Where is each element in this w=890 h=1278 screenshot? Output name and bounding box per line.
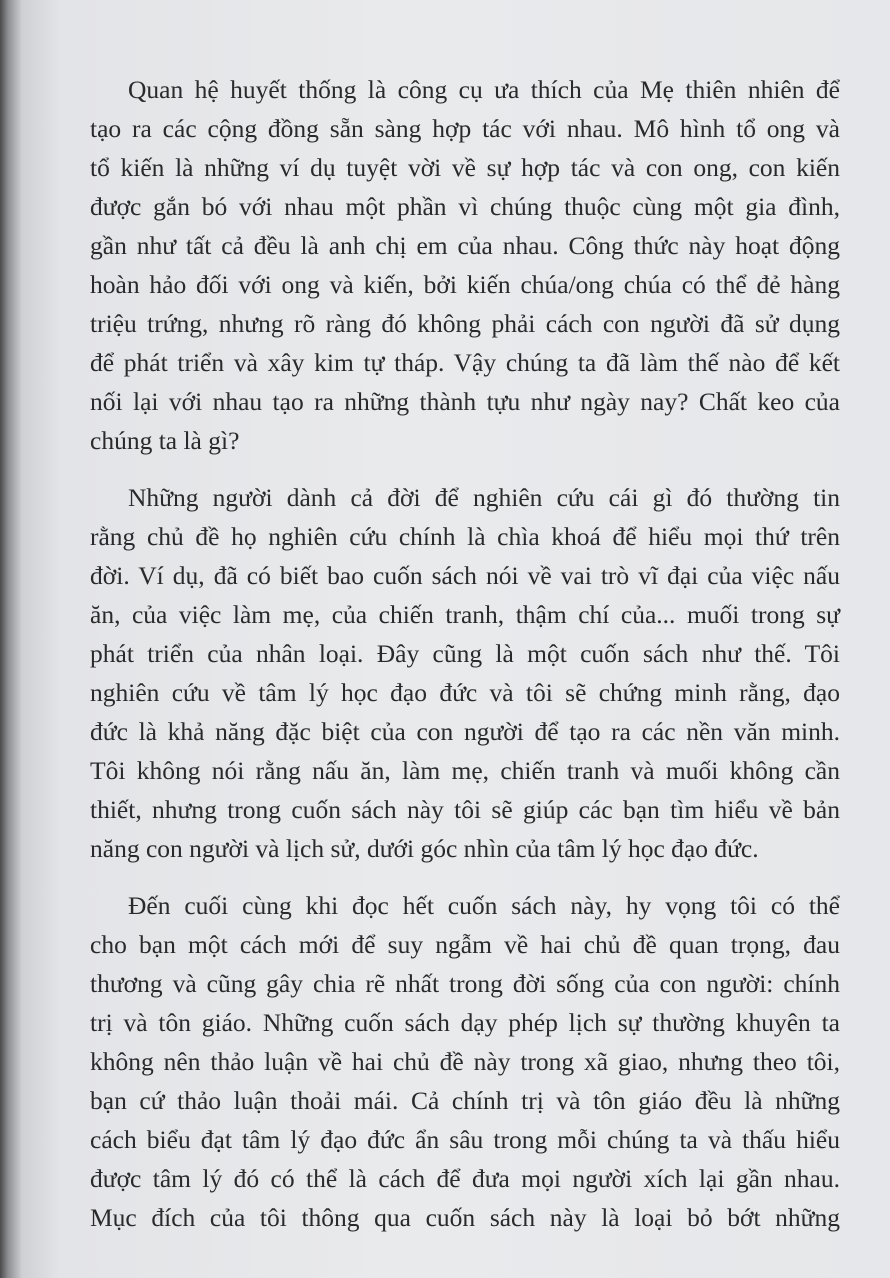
paragraph — [90, 70, 840, 460]
text-line: nghiên cứu về tâm lý học đạo đức và tôi sẽ chứng minh rằng, đạo — [90, 678, 840, 707]
text-line: bạn cứ thảo luận thoải mái. Cả chính trị và tôn giáo đều là những — [90, 1086, 840, 1115]
text-line: Những người dành cả đời để nghiên cứu cái gì đó thường tin — [128, 483, 840, 512]
text-line: trị và tôn giáo. Những cuốn sách dạy phép lịch sự thường khuyên ta — [90, 1008, 840, 1037]
text-line: ăn, của việc làm mẹ, của chiến tranh, thậm chí của... muối trong sự — [90, 600, 840, 629]
text-line: chúng ta là gì? — [90, 426, 240, 455]
text-line: tạo ra các cộng đồng sẵn sàng hợp tác với nhau. Mô hình tổ ong và — [90, 114, 840, 143]
text-line: Mục đích của tôi thông qua cuốn sách này là loại bỏ bớt những — [90, 1203, 840, 1232]
text-line: thương và cũng gây chia rẽ nhất trong đời sống của con người: chính — [90, 969, 840, 998]
book-page — [90, 70, 840, 1255]
text-line: nối lại với nhau tạo ra những thành tựu như ngày nay? Chất keo của — [90, 387, 840, 416]
text-line: tổ kiến là những ví dụ tuyệt vời về sự hợp tác và con ong, con kiến — [90, 153, 840, 182]
text-line: thiết, nhưng trong cuốn sách này tôi sẽ giúp các bạn tìm hiểu về bản — [90, 795, 840, 824]
text-line: Đến cuối cùng khi đọc hết cuốn sách này, hy vọng tôi có thể — [128, 891, 840, 920]
paragraph — [90, 478, 840, 868]
text-line: phát triển của nhân loại. Đây cũng là một cuốn sách như thế. Tôi — [90, 639, 840, 668]
text-line: đức là khả năng đặc biệt của con người để tạo ra các nền văn minh. — [90, 717, 840, 746]
text-line: cách biểu đạt tâm lý đạo đức ẩn sâu trong mỗi chúng ta và thấu hiểu — [90, 1125, 840, 1154]
text-line: gần như tất cả đều là anh chị em của nhau. Công thức này hoạt động — [90, 231, 840, 260]
text-line: đời. Ví dụ, đã có biết bao cuốn sách nói về vai trò vĩ đại của việc nấu — [90, 561, 840, 590]
text-line: năng con người và lịch sử, dưới góc nhìn của tâm lý học đạo đức. — [90, 834, 759, 863]
text-line: không nên thảo luận về hai chủ đề này trong xã giao, nhưng theo tôi, — [90, 1047, 840, 1076]
text-line: rằng chủ đề họ nghiên cứu chính là chìa khoá để hiểu mọi thứ trên — [90, 522, 840, 551]
text-line: để phát triển và xây kim tự tháp. Vậy chúng ta đã làm thế nào để kết — [90, 348, 840, 377]
paragraph — [90, 886, 840, 1237]
text-line: cho bạn một cách mới để suy ngẫm về hai chủ đề quan trọng, đau — [90, 930, 840, 959]
text-line: được gắn bó với nhau một phần vì chúng thuộc cùng một gia đình, — [90, 192, 840, 221]
text-line: triệu trứng, nhưng rõ ràng đó không phải cách con người đã sử dụng — [90, 309, 840, 338]
text-line: Quan hệ huyết thống là công cụ ưa thích của Mẹ thiên nhiên để — [128, 75, 840, 104]
text-line: Tôi không nói rằng nấu ăn, làm mẹ, chiến tranh và muối không cần — [90, 756, 840, 785]
text-line: hoàn hảo đối với ong và kiến, bởi kiến chúa/ong chúa có thể đẻ hàng — [90, 270, 840, 299]
text-line: được tâm lý đó có thể là cách để đưa mọi người xích lại gần nhau. — [90, 1164, 840, 1193]
